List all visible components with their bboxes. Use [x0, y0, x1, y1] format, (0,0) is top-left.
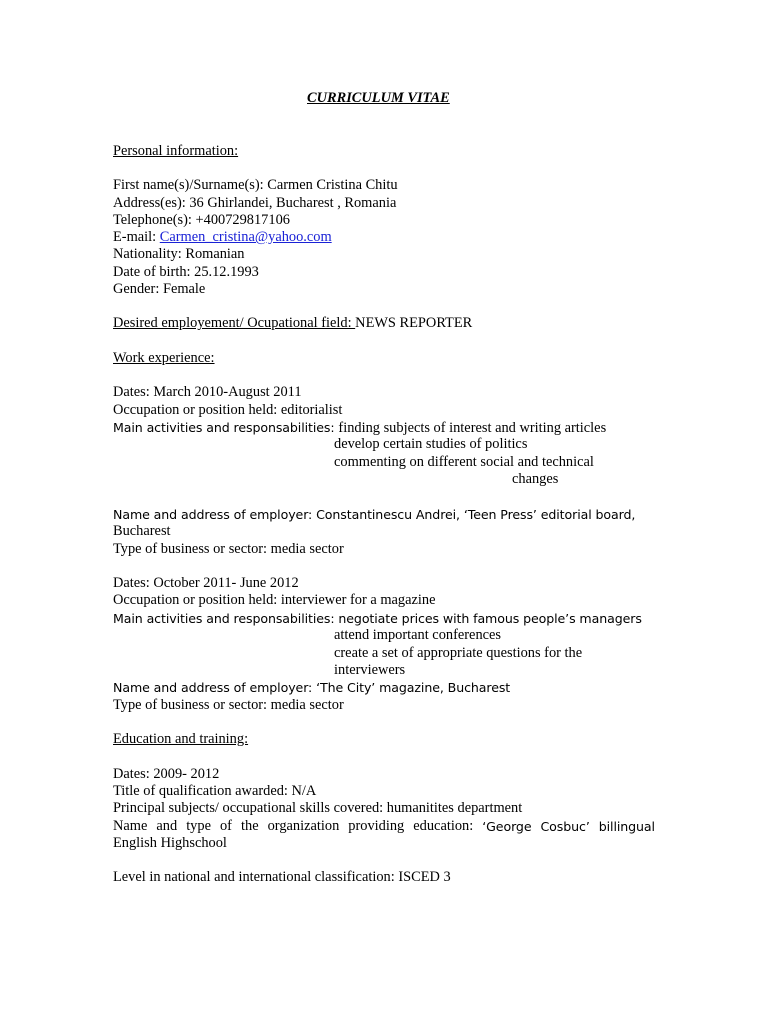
- org-word: billingual: [598, 819, 655, 834]
- education-heading: Education and training:: [113, 731, 249, 747]
- job2-dates: Dates: October 2011- June 2012: [113, 575, 299, 591]
- education-organization-line: [113, 818, 655, 835]
- job2-activities-label: Main activities and responsabilities:: [113, 611, 339, 626]
- org-word: of: [219, 818, 232, 834]
- desired-label: Desired employement/ Ocupational field:: [113, 315, 356, 331]
- telephone-line: Telephone(s): +400729817106: [113, 212, 290, 228]
- job2-occupation: Occupation or position held: interviewer for a magazine: [113, 592, 436, 608]
- job1-activity: commenting on different social and technical: [334, 454, 594, 470]
- org-word: providing: [348, 818, 405, 834]
- job1-employer-city: Bucharest: [113, 523, 171, 539]
- org-word: education:: [413, 818, 474, 834]
- dob-line: Date of birth: 25.12.1993: [113, 264, 259, 280]
- personal-heading: Personal information:: [113, 143, 239, 159]
- job2-activity: interviewers: [334, 662, 406, 678]
- job1-activities-label: Main activities and responsabilities:: [113, 420, 339, 435]
- org-word: type: [186, 818, 211, 834]
- education-level: Level in national and international classification: ISCED 3: [113, 869, 451, 885]
- job1-activity: finding subjects of interest and writing articles: [338, 420, 607, 436]
- name-line: First name(s)/Surname(s): Carmen Cristina Chitu: [113, 177, 398, 193]
- job2-activities-line: [113, 610, 642, 628]
- job2-activity: attend important conferences: [334, 627, 502, 643]
- org-word: ‘George: [482, 819, 532, 834]
- job1-occupation: Occupation or position held: editorialist: [113, 402, 343, 418]
- job1-dates: Dates: March 2010-August 2011: [113, 384, 302, 400]
- org-word: organization: [267, 818, 340, 834]
- desired-value: NEWS REPORTER: [355, 315, 473, 331]
- education-organization-line2: English Highschool: [113, 835, 227, 851]
- job1-activity: changes: [512, 471, 559, 487]
- job2-activity: create a set of appropriate questions for the: [334, 645, 583, 661]
- job1-activities-line: [113, 419, 606, 437]
- education-subjects: Principal subjects/ occupational skills covered: humanitites department: [113, 800, 523, 816]
- org-word: and: [156, 818, 178, 834]
- gender-line: Gender: Female: [113, 281, 206, 297]
- org-word: Cosbuc’: [540, 819, 590, 834]
- job2-activity: negotiate prices with famous people’s managers: [338, 611, 642, 626]
- desired-line: [113, 315, 472, 332]
- job2-business: Type of business or sector: media sector: [113, 697, 344, 713]
- education-dates: Dates: 2009- 2012: [113, 766, 220, 782]
- address-line: Address(es): 36 Ghirlandei, Bucharest , Romania: [113, 195, 397, 211]
- job2-employer: Name and address of employer: ‘The City’ magazine, Bucharest: [113, 680, 511, 695]
- job1-business: Type of business or sector: media sector: [113, 541, 344, 557]
- org-word: the: [241, 818, 259, 834]
- email-line: [113, 229, 332, 246]
- job1-employer: Name and address of employer: Constantinescu Andrei, ‘Teen Press’ editorial board,: [113, 507, 636, 522]
- work-heading: Work experience:: [113, 350, 215, 366]
- education-qualification: Title of qualification awarded: N/A: [113, 783, 317, 799]
- job1-activity: develop certain studies of politics: [334, 436, 528, 452]
- page-title: CURRICULUM VITAE: [307, 90, 450, 106]
- email-link[interactable]: Carmen_cristina@yahoo.com: [159, 229, 332, 245]
- org-word: Name: [113, 818, 148, 834]
- nationality-line: Nationality: Romanian: [113, 246, 245, 262]
- email-label: E-mail:: [113, 229, 160, 245]
